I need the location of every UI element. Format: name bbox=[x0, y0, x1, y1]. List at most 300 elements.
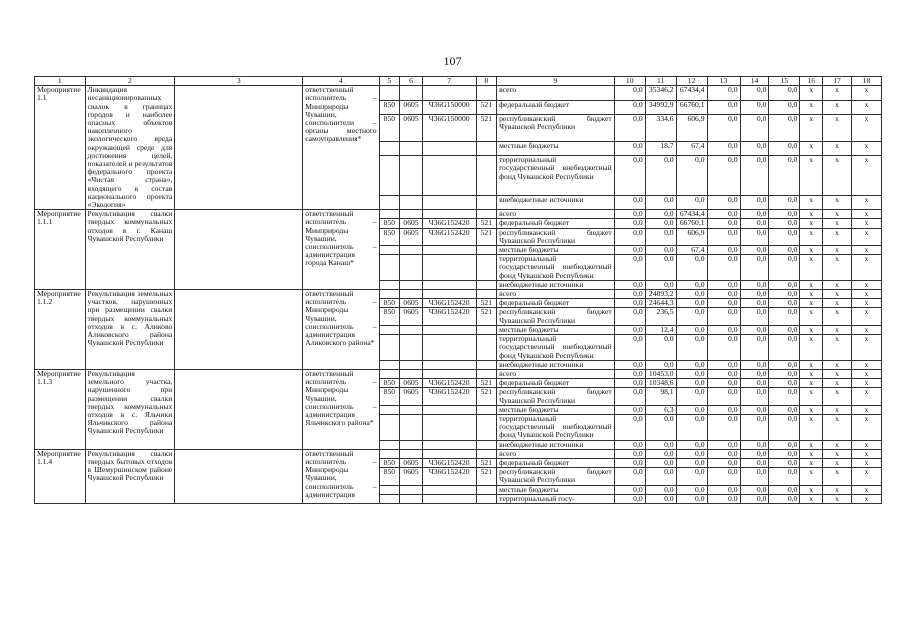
value-cell: x bbox=[823, 369, 852, 378]
value-cell: 0,0 bbox=[769, 414, 800, 440]
grbs-code-cell bbox=[379, 335, 400, 361]
value-cell: x bbox=[800, 141, 823, 155]
section-code-cell: 0605 bbox=[400, 299, 423, 308]
value-cell: x bbox=[800, 86, 823, 100]
value-cell: x bbox=[823, 141, 852, 155]
section-code-cell: 0605 bbox=[400, 379, 423, 388]
expense-group-cell bbox=[476, 405, 497, 414]
value-cell: 67434,4 bbox=[676, 86, 707, 100]
table-row bbox=[35, 290, 882, 299]
value-cell: 0,0 bbox=[740, 228, 769, 245]
target-article-cell bbox=[422, 156, 476, 196]
value-cell: x bbox=[800, 114, 823, 141]
funding-source-cell: республиканский бюджет Чувашской Республики bbox=[497, 228, 615, 245]
value-cell: 0,0 bbox=[707, 449, 740, 458]
event-number-cell: Мероприятие 1.1 bbox=[35, 86, 86, 210]
empty-cell bbox=[175, 210, 303, 290]
value-cell: 0,0 bbox=[676, 440, 707, 449]
value-cell: 0,0 bbox=[645, 335, 676, 361]
target-article-cell: Ч36G150000 bbox=[422, 100, 476, 114]
value-cell: x bbox=[851, 485, 881, 494]
value-cell: x bbox=[851, 219, 881, 228]
section-code-cell bbox=[400, 414, 423, 440]
funding-source-cell: внебюджетные источники bbox=[497, 360, 615, 369]
section-code-cell bbox=[400, 195, 423, 209]
grbs-code-cell bbox=[379, 290, 400, 299]
value-cell: 0,0 bbox=[676, 458, 707, 467]
value-cell: 0,0 bbox=[740, 141, 769, 155]
section-code-cell bbox=[400, 494, 423, 503]
grbs-code-cell: 850 bbox=[379, 308, 400, 325]
target-article-cell bbox=[422, 369, 476, 378]
value-cell: 0,0 bbox=[740, 308, 769, 325]
funding-source-cell: территориальный государственный внебюджетный фонд Чувашской Республики bbox=[497, 414, 615, 440]
grbs-code-cell bbox=[379, 195, 400, 209]
column-number-cell: 4 bbox=[303, 77, 379, 86]
value-cell: 0,0 bbox=[614, 86, 645, 100]
value-cell: 24893,2 bbox=[645, 290, 676, 299]
value-cell: x bbox=[800, 228, 823, 245]
value-cell: 0,0 bbox=[769, 141, 800, 155]
value-cell: 0,0 bbox=[769, 458, 800, 467]
value-cell: x bbox=[800, 280, 823, 289]
expense-group-cell: 521 bbox=[476, 299, 497, 308]
value-cell: x bbox=[851, 290, 881, 299]
empty-cell bbox=[175, 290, 303, 370]
value-cell: 0,0 bbox=[645, 468, 676, 485]
value-cell: 0,0 bbox=[676, 325, 707, 334]
funding-source-cell: территориальный государственный внебюджетный фонд Чувашской Республики bbox=[497, 335, 615, 361]
value-cell: 0,0 bbox=[769, 308, 800, 325]
page-number: 107 bbox=[443, 54, 462, 68]
value-cell: 0,0 bbox=[676, 308, 707, 325]
value-cell: x bbox=[823, 246, 852, 255]
expense-group-cell: 521 bbox=[476, 100, 497, 114]
value-cell: x bbox=[800, 468, 823, 485]
expense-group-cell bbox=[476, 246, 497, 255]
funding-source-cell: федеральный бюджет bbox=[497, 219, 615, 228]
value-cell: x bbox=[823, 379, 852, 388]
value-cell: x bbox=[823, 228, 852, 245]
value-cell: 34992,9 bbox=[645, 100, 676, 114]
value-cell: 0,0 bbox=[707, 325, 740, 334]
value-cell: x bbox=[823, 360, 852, 369]
section-code-cell bbox=[400, 369, 423, 378]
budget-table bbox=[34, 76, 882, 504]
empty-cell bbox=[175, 449, 303, 503]
section-code-cell: 0605 bbox=[400, 458, 423, 467]
value-cell: 0,0 bbox=[707, 290, 740, 299]
value-cell: 0,0 bbox=[614, 369, 645, 378]
grbs-code-cell: 850 bbox=[379, 228, 400, 245]
grbs-code-cell bbox=[379, 414, 400, 440]
value-cell: 0,0 bbox=[707, 195, 740, 209]
value-cell: 0,0 bbox=[740, 299, 769, 308]
grbs-code-cell bbox=[379, 156, 400, 196]
value-cell: 0,0 bbox=[614, 299, 645, 308]
expense-group-cell: 521 bbox=[476, 219, 497, 228]
value-cell: x bbox=[851, 388, 881, 405]
target-article-cell bbox=[422, 335, 476, 361]
value-cell: x bbox=[823, 290, 852, 299]
value-cell: 0,0 bbox=[614, 360, 645, 369]
value-cell: x bbox=[851, 325, 881, 334]
value-cell: x bbox=[800, 388, 823, 405]
grbs-code-cell: 850 bbox=[379, 299, 400, 308]
expense-group-cell bbox=[476, 449, 497, 458]
value-cell: x bbox=[823, 388, 852, 405]
funding-source-cell: всего bbox=[497, 449, 615, 458]
value-cell: 10348,6 bbox=[645, 379, 676, 388]
funding-source-cell: республиканский бюджет Чувашской Республики bbox=[497, 114, 615, 141]
value-cell: x bbox=[800, 156, 823, 196]
value-cell: 0,0 bbox=[769, 299, 800, 308]
value-cell: x bbox=[823, 210, 852, 219]
value-cell: x bbox=[800, 414, 823, 440]
value-cell: 0,0 bbox=[740, 156, 769, 196]
section-code-cell bbox=[400, 280, 423, 289]
value-cell: 0,0 bbox=[614, 280, 645, 289]
expense-group-cell: 521 bbox=[476, 379, 497, 388]
value-cell: x bbox=[800, 335, 823, 361]
value-cell: 0,0 bbox=[769, 86, 800, 100]
section-code-cell bbox=[400, 325, 423, 334]
executor-cell: ответственный исполнитель – Минприроды Чувашии, соисполнитель – администрация Аликовского района* bbox=[303, 290, 379, 370]
executor-cell: ответственный исполнитель – Минприроды Чувашии, соисполнители – органы местного самоуправления* bbox=[303, 86, 379, 210]
value-cell: 0,0 bbox=[614, 308, 645, 325]
value-cell: x bbox=[800, 369, 823, 378]
value-cell: 0,0 bbox=[645, 156, 676, 196]
funding-source-cell: республиканский бюджет Чувашской Республики bbox=[497, 468, 615, 485]
section-code-cell: 0605 bbox=[400, 388, 423, 405]
value-cell: x bbox=[851, 308, 881, 325]
value-cell: 0,0 bbox=[769, 114, 800, 141]
value-cell: 67434,4 bbox=[676, 210, 707, 219]
value-cell: 0,0 bbox=[707, 228, 740, 245]
target-article-cell: Ч36G150000 bbox=[422, 114, 476, 141]
value-cell: 0,0 bbox=[740, 100, 769, 114]
funding-source-cell: территориальный госу- bbox=[497, 494, 615, 503]
value-cell: 0,0 bbox=[769, 449, 800, 458]
target-article-cell bbox=[422, 440, 476, 449]
value-cell: x bbox=[851, 228, 881, 245]
table-row bbox=[35, 86, 882, 100]
section-code-cell bbox=[400, 290, 423, 299]
value-cell: 0,0 bbox=[740, 369, 769, 378]
section-code-cell: 0605 bbox=[400, 308, 423, 325]
value-cell: 0,0 bbox=[707, 141, 740, 155]
value-cell: 0,0 bbox=[645, 219, 676, 228]
value-cell: x bbox=[800, 379, 823, 388]
target-article-cell bbox=[422, 405, 476, 414]
value-cell: 0,0 bbox=[645, 458, 676, 467]
target-article-cell bbox=[422, 325, 476, 334]
section-code-cell bbox=[400, 485, 423, 494]
executor-cell: ответственный исполнитель – Минприроды Чувашии, соисполнитель – администрация города Канаш* bbox=[303, 210, 379, 290]
value-cell: 0,0 bbox=[614, 405, 645, 414]
value-cell: 0,0 bbox=[740, 414, 769, 440]
expense-group-cell: 521 bbox=[476, 228, 497, 245]
value-cell: x bbox=[851, 156, 881, 196]
value-cell: x bbox=[800, 255, 823, 281]
value-cell: 0,0 bbox=[614, 388, 645, 405]
value-cell: 0,0 bbox=[740, 485, 769, 494]
value-cell: 0,0 bbox=[740, 246, 769, 255]
executor-cell: ответственный исполнитель – Минприроды Чувашии, соисполнитель – администрация bbox=[303, 449, 379, 503]
value-cell: 0,0 bbox=[707, 405, 740, 414]
grbs-code-cell bbox=[379, 485, 400, 494]
value-cell: 0,0 bbox=[614, 100, 645, 114]
funding-source-cell: федеральный бюджет bbox=[497, 458, 615, 467]
value-cell: x bbox=[851, 86, 881, 100]
section-code-cell bbox=[400, 449, 423, 458]
executor-cell: ответственный исполнитель – Минприроды Чувашии, соисполнитель – администрация Яльчикского района* bbox=[303, 369, 379, 449]
value-cell: 67,4 bbox=[676, 246, 707, 255]
value-cell: 0,0 bbox=[769, 219, 800, 228]
grbs-code-cell bbox=[379, 246, 400, 255]
expense-group-cell bbox=[476, 335, 497, 361]
section-code-cell bbox=[400, 255, 423, 281]
grbs-code-cell: 850 bbox=[379, 219, 400, 228]
section-code-cell: 0605 bbox=[400, 100, 423, 114]
value-cell: 6,3 bbox=[645, 405, 676, 414]
value-cell: x bbox=[800, 246, 823, 255]
section-code-cell: 0605 bbox=[400, 219, 423, 228]
expense-group-cell bbox=[476, 210, 497, 219]
value-cell: x bbox=[851, 141, 881, 155]
section-code-cell: 0605 bbox=[400, 114, 423, 141]
section-code-cell: 0605 bbox=[400, 228, 423, 245]
value-cell: 0,0 bbox=[707, 114, 740, 141]
value-cell: 0,0 bbox=[769, 388, 800, 405]
value-cell: x bbox=[800, 308, 823, 325]
target-article-cell bbox=[422, 494, 476, 503]
value-cell: 0,0 bbox=[769, 369, 800, 378]
column-number-cell: 18 bbox=[851, 77, 881, 86]
value-cell: 0,0 bbox=[645, 449, 676, 458]
value-cell: x bbox=[800, 325, 823, 334]
expense-group-cell bbox=[476, 195, 497, 209]
value-cell: 0,0 bbox=[645, 360, 676, 369]
value-cell: 0,0 bbox=[769, 468, 800, 485]
value-cell: 0,0 bbox=[769, 494, 800, 503]
value-cell: 0,0 bbox=[645, 210, 676, 219]
value-cell: 0,0 bbox=[707, 494, 740, 503]
section-code-cell bbox=[400, 405, 423, 414]
value-cell: x bbox=[851, 379, 881, 388]
target-article-cell bbox=[422, 290, 476, 299]
value-cell: 0,0 bbox=[769, 360, 800, 369]
value-cell: 0,0 bbox=[676, 255, 707, 281]
funding-source-cell: внебюджетные источники bbox=[497, 280, 615, 289]
grbs-code-cell bbox=[379, 86, 400, 100]
value-cell: 0,0 bbox=[614, 468, 645, 485]
grbs-code-cell bbox=[379, 369, 400, 378]
value-cell: 0,0 bbox=[769, 255, 800, 281]
expense-group-cell bbox=[476, 485, 497, 494]
value-cell: 0,0 bbox=[740, 449, 769, 458]
value-cell: 0,0 bbox=[614, 114, 645, 141]
value-cell: 0,0 bbox=[707, 100, 740, 114]
value-cell: 0,0 bbox=[707, 485, 740, 494]
value-cell: 0,0 bbox=[769, 485, 800, 494]
value-cell: 0,0 bbox=[676, 485, 707, 494]
target-article-cell bbox=[422, 414, 476, 440]
value-cell: x bbox=[800, 290, 823, 299]
column-number-cell: 10 bbox=[614, 77, 645, 86]
expense-group-cell bbox=[476, 156, 497, 196]
section-code-cell bbox=[400, 360, 423, 369]
event-number-cell: Мероприятие 1.1.1 bbox=[35, 210, 86, 290]
value-cell: 0,0 bbox=[614, 449, 645, 458]
event-description-cell: Рекультивация земельных участков, нарушенных при размещении свалки твердых коммунальных отходов в с. Аликово Аликовского района Чувашской Республики bbox=[85, 290, 175, 370]
value-cell: 0,0 bbox=[676, 449, 707, 458]
value-cell: x bbox=[823, 458, 852, 467]
value-cell: 98,1 bbox=[645, 388, 676, 405]
value-cell: 0,0 bbox=[707, 388, 740, 405]
value-cell: 0,0 bbox=[614, 228, 645, 245]
section-code-cell bbox=[400, 246, 423, 255]
column-number-cell: 6 bbox=[400, 77, 423, 86]
value-cell: x bbox=[823, 195, 852, 209]
value-cell: 0,0 bbox=[707, 308, 740, 325]
value-cell: x bbox=[851, 280, 881, 289]
value-cell: 0,0 bbox=[707, 219, 740, 228]
value-cell: x bbox=[851, 440, 881, 449]
funding-source-cell: местные бюджеты bbox=[497, 485, 615, 494]
grbs-code-cell: 850 bbox=[379, 458, 400, 467]
target-article-cell bbox=[422, 246, 476, 255]
value-cell: 0,0 bbox=[645, 195, 676, 209]
value-cell: 0,0 bbox=[769, 405, 800, 414]
value-cell: 0,0 bbox=[740, 195, 769, 209]
value-cell: 0,0 bbox=[769, 290, 800, 299]
value-cell: 0,0 bbox=[645, 228, 676, 245]
column-number-cell: 2 bbox=[85, 77, 175, 86]
value-cell: 0,0 bbox=[707, 458, 740, 467]
expense-group-cell bbox=[476, 494, 497, 503]
value-cell: x bbox=[851, 255, 881, 281]
value-cell: x bbox=[800, 449, 823, 458]
value-cell: 0,0 bbox=[740, 440, 769, 449]
value-cell: 0,0 bbox=[740, 219, 769, 228]
value-cell: x bbox=[851, 246, 881, 255]
expense-group-cell bbox=[476, 141, 497, 155]
funding-source-cell: республиканский бюджет Чувашской Республики bbox=[497, 308, 615, 325]
grbs-code-cell bbox=[379, 405, 400, 414]
event-description-cell: Рекультивация земельного участка, нарушенного при размещении свалки твердых коммунальных отходов в с. Яльчики Яльчикского района Чувашской Республики bbox=[85, 369, 175, 449]
value-cell: 0,0 bbox=[645, 246, 676, 255]
value-cell: 0,0 bbox=[676, 388, 707, 405]
target-article-cell: Ч36G152420 bbox=[422, 228, 476, 245]
value-cell: 0,0 bbox=[676, 494, 707, 503]
funding-source-cell: федеральный бюджет bbox=[497, 299, 615, 308]
value-cell: 0,0 bbox=[707, 468, 740, 485]
value-cell: 10453,0 bbox=[645, 369, 676, 378]
value-cell: 66760,1 bbox=[676, 219, 707, 228]
value-cell: 0,0 bbox=[740, 468, 769, 485]
grbs-code-cell: 850 bbox=[379, 388, 400, 405]
column-number-cell: 12 bbox=[676, 77, 707, 86]
event-number-cell: Мероприятие 1.1.3 bbox=[35, 369, 86, 449]
value-cell: 0,0 bbox=[676, 299, 707, 308]
value-cell: 0,0 bbox=[769, 280, 800, 289]
value-cell: 606,9 bbox=[676, 114, 707, 141]
value-cell: 0,0 bbox=[676, 468, 707, 485]
event-description-cell: Рекультивация свалки твердых коммунальных отходов в г. Канаш Чувашской Республики bbox=[85, 210, 175, 290]
value-cell: 0,0 bbox=[740, 114, 769, 141]
funding-source-cell: всего bbox=[497, 210, 615, 219]
section-code-cell bbox=[400, 335, 423, 361]
value-cell: 0,0 bbox=[740, 388, 769, 405]
value-cell: 0,0 bbox=[614, 210, 645, 219]
event-description-cell: Рекультивация свалки твердых бытовых отходов в Шемуршинском районе Чувашской Республики bbox=[85, 449, 175, 503]
value-cell: 0,0 bbox=[645, 255, 676, 281]
expense-group-cell bbox=[476, 290, 497, 299]
value-cell: 67,4 bbox=[676, 141, 707, 155]
value-cell: x bbox=[823, 468, 852, 485]
expense-group-cell: 521 bbox=[476, 388, 497, 405]
expense-group-cell bbox=[476, 414, 497, 440]
value-cell: x bbox=[823, 325, 852, 334]
value-cell: x bbox=[851, 449, 881, 458]
value-cell: 0,0 bbox=[740, 290, 769, 299]
funding-source-cell: федеральный бюджет bbox=[497, 100, 615, 114]
target-article-cell: Ч36G152420 bbox=[422, 308, 476, 325]
value-cell: x bbox=[823, 414, 852, 440]
value-cell: x bbox=[851, 458, 881, 467]
value-cell: 0,0 bbox=[676, 195, 707, 209]
grbs-code-cell bbox=[379, 141, 400, 155]
grbs-code-cell bbox=[379, 440, 400, 449]
value-cell: 0,0 bbox=[614, 440, 645, 449]
empty-cell bbox=[175, 86, 303, 210]
grbs-code-cell bbox=[379, 325, 400, 334]
grbs-code-cell bbox=[379, 449, 400, 458]
column-number-cell: 8 bbox=[476, 77, 497, 86]
value-cell: 0,0 bbox=[614, 195, 645, 209]
value-cell: 0,0 bbox=[645, 485, 676, 494]
value-cell: x bbox=[851, 299, 881, 308]
value-cell: 0,0 bbox=[614, 141, 645, 155]
target-article-cell: Ч36G152420 bbox=[422, 299, 476, 308]
value-cell: 0,0 bbox=[645, 280, 676, 289]
value-cell: x bbox=[800, 195, 823, 209]
value-cell: 0,0 bbox=[769, 246, 800, 255]
value-cell: 0,0 bbox=[614, 494, 645, 503]
target-article-cell: Ч36G152420 bbox=[422, 468, 476, 485]
value-cell: x bbox=[823, 299, 852, 308]
value-cell: x bbox=[823, 86, 852, 100]
value-cell: x bbox=[800, 440, 823, 449]
grbs-code-cell: 850 bbox=[379, 114, 400, 141]
value-cell: 0,0 bbox=[676, 335, 707, 361]
value-cell: x bbox=[800, 485, 823, 494]
value-cell: 0,0 bbox=[769, 156, 800, 196]
grbs-code-cell: 850 bbox=[379, 379, 400, 388]
value-cell: 0,0 bbox=[676, 405, 707, 414]
column-number-cell: 14 bbox=[740, 77, 769, 86]
value-cell: 0,0 bbox=[707, 335, 740, 361]
target-article-cell: Ч36G152420 bbox=[422, 458, 476, 467]
value-cell: 0,0 bbox=[707, 414, 740, 440]
target-article-cell bbox=[422, 360, 476, 369]
value-cell: 0,0 bbox=[769, 195, 800, 209]
value-cell: x bbox=[823, 449, 852, 458]
value-cell: x bbox=[851, 468, 881, 485]
funding-source-cell: местные бюджеты bbox=[497, 405, 615, 414]
target-article-cell bbox=[422, 449, 476, 458]
